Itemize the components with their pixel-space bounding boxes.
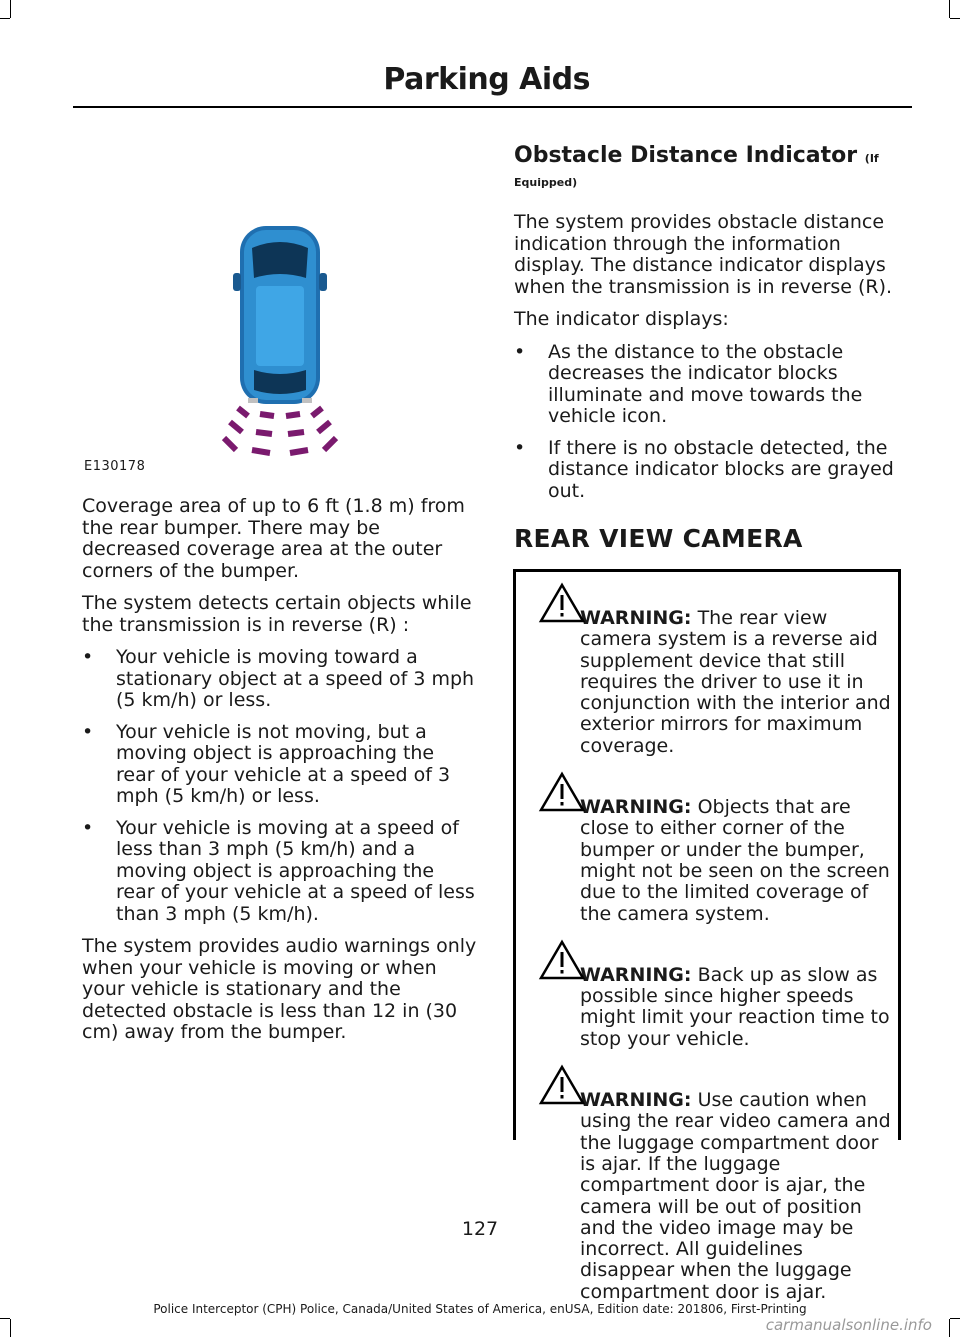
list-item: • If there is no obstacle detected, the distance indicator blocks are grayed out. [514,438,904,503]
crop-mark [949,1319,950,1337]
watermark: carmanualsonline.info [765,1316,932,1334]
indicator-intro: The indicator displays: [514,308,729,330]
odi-paragraph: The system provides obstacle distance indication through the information display. The distance indicator displays when the transmission is in reverse (R). [514,211,893,298]
warning-triangle-icon [538,939,586,981]
sensor-coverage-arcs [224,408,336,453]
right-column [514,143,904,578]
warning-label: WARNING: [580,1089,692,1112]
warning-block [524,582,894,757]
header-rule [73,106,912,108]
warning-text: Back up as slow as possible since higher speeds might limit your reaction time to stop your vehicle. [580,963,890,1050]
warning-label: WARNING: [580,963,692,986]
list-item: • Your vehicle is not moving, but a moving object is approaching the rear of your vehicle at a speed of 3 mph (5 km/h) or less. [82,722,477,808]
detection-conditions-list [82,647,477,925]
warning-block [524,771,894,925]
crop-mark [949,0,950,18]
list-item: • Your vehicle is moving at a speed of less than 3 mph (5 km/h) and a moving object is approaching the rear of your vehicle at a speed of less than 3 mph (5 km/h). [82,818,477,926]
warning-triangle-icon [538,1064,586,1106]
warning-label: WARNING: [580,796,692,819]
warning-text: Objects that are close to either corner of the bumper or under the bumper, might not be seen on the screen due to the limited coverage of the camera system. [580,796,890,925]
heading-text: Obstacle Distance Indicator [514,143,858,168]
warning-block [524,939,894,1050]
warning-text: The rear view camera system is a reverse aid supplement device that still requires the driver to use it in conjunction with the interior and exterior mirrors for maximum coverage. [580,607,891,757]
obstacle-distance-indicator-heading [514,143,904,194]
warning-label: WARNING: [580,607,692,629]
crop-mark [10,0,11,18]
warning-block [524,1064,894,1303]
section-title: Parking Aids [383,62,590,97]
crop-mark [0,18,10,19]
detection-intro: The system detects certain objects while the transmission is in reverse (R) : [82,592,472,636]
figure-code: E130178 [84,459,146,474]
crop-mark [0,1318,10,1319]
page-number: 127 [461,1218,499,1240]
rear-sensor-coverage-figure [70,208,470,478]
vehicle-top-view-icon [233,226,327,404]
warning-triangle-icon [538,582,586,624]
list-item: • As the distance to the obstacle decreases the indicator blocks illuminate and move towards the vehicle icon. [514,342,904,428]
footer-edition-line: Police Interceptor (CPH) Police, Canada/United States of America, enUSA, Edition date: 201806, First-Printing [153,1302,807,1316]
heading-note: (If [864,152,879,165]
list-item: • Your vehicle is moving toward a stationary object at a speed of 3 mph (5 km/h) or less. [82,647,477,712]
warning-text: Use caution when using the rear video camera and the luggage compartment door is ajar. If the luggage compartment door is ajar, the camera will be out of position and the video image may be incorrect. All guidelines disappear when the luggage compartment door is ajar. [580,1089,891,1303]
crop-mark [950,1318,960,1319]
audio-warnings-paragraph: The system provides audio warnings only when your vehicle is moving or when your vehicle is stationary and the detected obstacle is less than 12 in (30 cm) away from the bumper. [82,935,477,1043]
crop-mark [950,18,960,19]
coverage-paragraph: Coverage area of up to 6 ft (1.8 m) from the rear bumper. There may be decreased coverage area at the outer corners of the bumper. [82,495,465,582]
indicator-list [514,342,904,503]
crop-mark [10,1319,11,1337]
left-column [82,496,477,1055]
heading-note: Equipped) [514,176,578,189]
warning-triangle-icon [538,771,586,813]
rear-view-camera-heading: REAR VIEW CAMERA [514,524,803,553]
warnings-box [513,569,901,1303]
